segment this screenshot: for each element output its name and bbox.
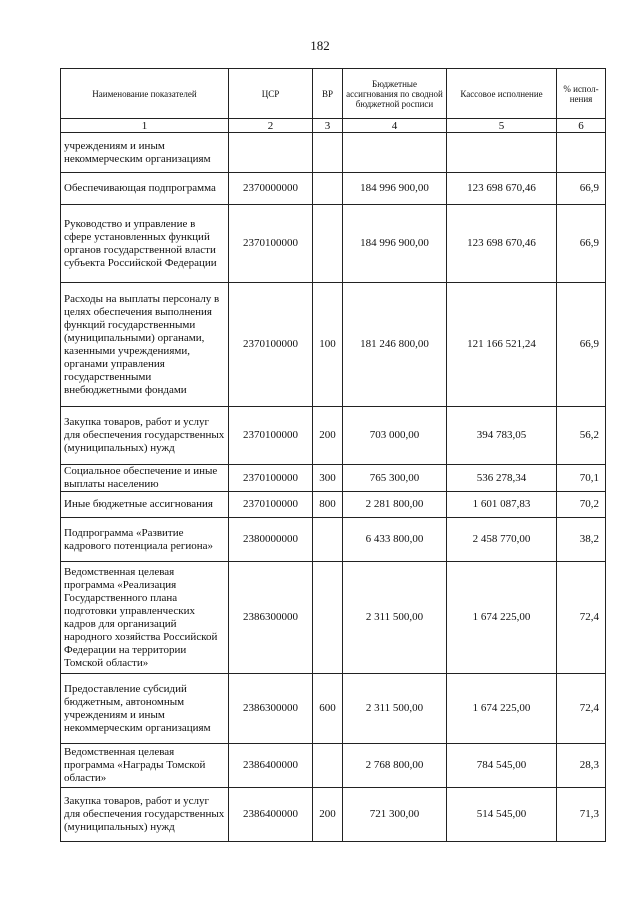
cell-percent: 70,1 — [557, 465, 606, 492]
page-number: 182 — [310, 38, 330, 53]
column-number: 4 — [343, 119, 447, 133]
cell-percent: 71,3 — [557, 788, 606, 842]
cell-budget: 721 300,00 — [343, 788, 447, 842]
cell-csr: 2370100000 — [229, 407, 313, 465]
header-name: Наименование показателей — [61, 69, 229, 119]
cell-budget: 2 311 500,00 — [343, 562, 447, 674]
table-row — [61, 562, 606, 674]
cell-cash: 123 698 670,46 — [447, 205, 557, 283]
header-vr: ВР — [313, 69, 343, 119]
column-number: 1 — [61, 119, 229, 133]
cell-cash: 1 674 225,00 — [447, 562, 557, 674]
header-csr: ЦСР — [229, 69, 313, 119]
table-row — [61, 173, 606, 205]
cell-csr: 2370100000 — [229, 465, 313, 492]
cell-vr — [313, 562, 343, 674]
cell-cash — [447, 133, 557, 173]
cell-csr — [229, 133, 313, 173]
table-row — [61, 205, 606, 283]
cell-percent: 72,4 — [557, 562, 606, 674]
cell-percent — [557, 133, 606, 173]
cell-budget: 2 311 500,00 — [343, 674, 447, 744]
cell-name: Ведомственная целевая программа «Награды Томской области» — [61, 744, 229, 788]
budget-execution-table — [60, 68, 606, 842]
cell-percent: 56,2 — [557, 407, 606, 465]
header-row — [61, 69, 606, 119]
cell-name: Подпрограмма «Развитие кадрового потенциала региона» — [61, 518, 229, 562]
cell-vr — [313, 133, 343, 173]
cell-name: Закупка товаров, работ и услуг для обеспечения государственных (муниципальных) нужд — [61, 407, 229, 465]
cell-budget — [343, 133, 447, 173]
cell-vr: 600 — [313, 674, 343, 744]
table-row — [61, 518, 606, 562]
column-number: 5 — [447, 119, 557, 133]
cell-csr: 2370100000 — [229, 205, 313, 283]
cell-name: Иные бюджетные ассигнования — [61, 492, 229, 518]
cell-cash: 1 601 087,83 — [447, 492, 557, 518]
header-percent: % испол-нения — [557, 69, 606, 119]
cell-csr: 2370100000 — [229, 492, 313, 518]
cell-name: Расходы на выплаты персоналу в целях обеспечения выполнения функций государственными (муниципальными) органами, казенными учреждениями, органами управления государственными внебюджетными фондами — [61, 283, 229, 407]
cell-percent: 66,9 — [557, 283, 606, 407]
cell-budget: 181 246 800,00 — [343, 283, 447, 407]
table-row — [61, 133, 606, 173]
cell-cash: 121 166 521,24 — [447, 283, 557, 407]
cell-cash: 1 674 225,00 — [447, 674, 557, 744]
cell-name: Социальное обеспечение и иные выплаты населению — [61, 465, 229, 492]
cell-cash: 123 698 670,46 — [447, 173, 557, 205]
cell-budget: 765 300,00 — [343, 465, 447, 492]
table-row — [61, 465, 606, 492]
cell-percent: 66,9 — [557, 205, 606, 283]
cell-budget: 2 768 800,00 — [343, 744, 447, 788]
cell-name: Предоставление субсидий бюджетным, автономным учреждениям и иным некоммерческим организациям — [61, 674, 229, 744]
table-row — [61, 744, 606, 788]
cell-percent: 70,2 — [557, 492, 606, 518]
cell-vr: 200 — [313, 407, 343, 465]
cell-budget: 184 996 900,00 — [343, 205, 447, 283]
cell-vr — [313, 173, 343, 205]
table-row — [61, 283, 606, 407]
cell-csr: 2386400000 — [229, 788, 313, 842]
column-number: 3 — [313, 119, 343, 133]
cell-name: Ведомственная целевая программа «Реализация Государственного плана подготовки управленческих кадров для организаций народного хозяйства Российской Федерации на территории Томской области» — [61, 562, 229, 674]
cell-vr: 100 — [313, 283, 343, 407]
cell-name: Обеспечивающая подпрограмма — [61, 173, 229, 205]
column-numbers-row — [61, 119, 606, 133]
cell-name: Руководство и управление в сфере установленных функций органов государственной власти субъекта Российской Федерации — [61, 205, 229, 283]
header-budget: Бюджетные ассигнования по сводной бюджетной росписи — [343, 69, 447, 119]
cell-csr: 2370000000 — [229, 173, 313, 205]
cell-budget: 6 433 800,00 — [343, 518, 447, 562]
cell-name: Закупка товаров, работ и услуг для обеспечения государственных (муниципальных) нужд — [61, 788, 229, 842]
table-row — [61, 788, 606, 842]
cell-vr — [313, 205, 343, 283]
cell-budget: 703 000,00 — [343, 407, 447, 465]
table-row — [61, 492, 606, 518]
cell-percent: 28,3 — [557, 744, 606, 788]
cell-percent: 72,4 — [557, 674, 606, 744]
cell-vr — [313, 518, 343, 562]
cell-vr: 200 — [313, 788, 343, 842]
cell-csr: 2386400000 — [229, 744, 313, 788]
cell-cash: 784 545,00 — [447, 744, 557, 788]
cell-csr: 2370100000 — [229, 283, 313, 407]
cell-vr: 800 — [313, 492, 343, 518]
cell-vr: 300 — [313, 465, 343, 492]
column-number: 6 — [557, 119, 606, 133]
cell-percent: 38,2 — [557, 518, 606, 562]
cell-csr: 2386300000 — [229, 562, 313, 674]
cell-cash: 394 783,05 — [447, 407, 557, 465]
table-row — [61, 407, 606, 465]
table-row — [61, 674, 606, 744]
cell-vr — [313, 744, 343, 788]
cell-budget: 184 996 900,00 — [343, 173, 447, 205]
cell-csr: 2380000000 — [229, 518, 313, 562]
cell-percent: 66,9 — [557, 173, 606, 205]
column-number: 2 — [229, 119, 313, 133]
cell-cash: 2 458 770,00 — [447, 518, 557, 562]
cell-csr: 2386300000 — [229, 674, 313, 744]
cell-cash: 536 278,34 — [447, 465, 557, 492]
cell-budget: 2 281 800,00 — [343, 492, 447, 518]
cell-cash: 514 545,00 — [447, 788, 557, 842]
cell-name: учреждениям и иным некоммерческим организациям — [61, 133, 229, 173]
header-cash: Кассовое исполнение — [447, 69, 557, 119]
